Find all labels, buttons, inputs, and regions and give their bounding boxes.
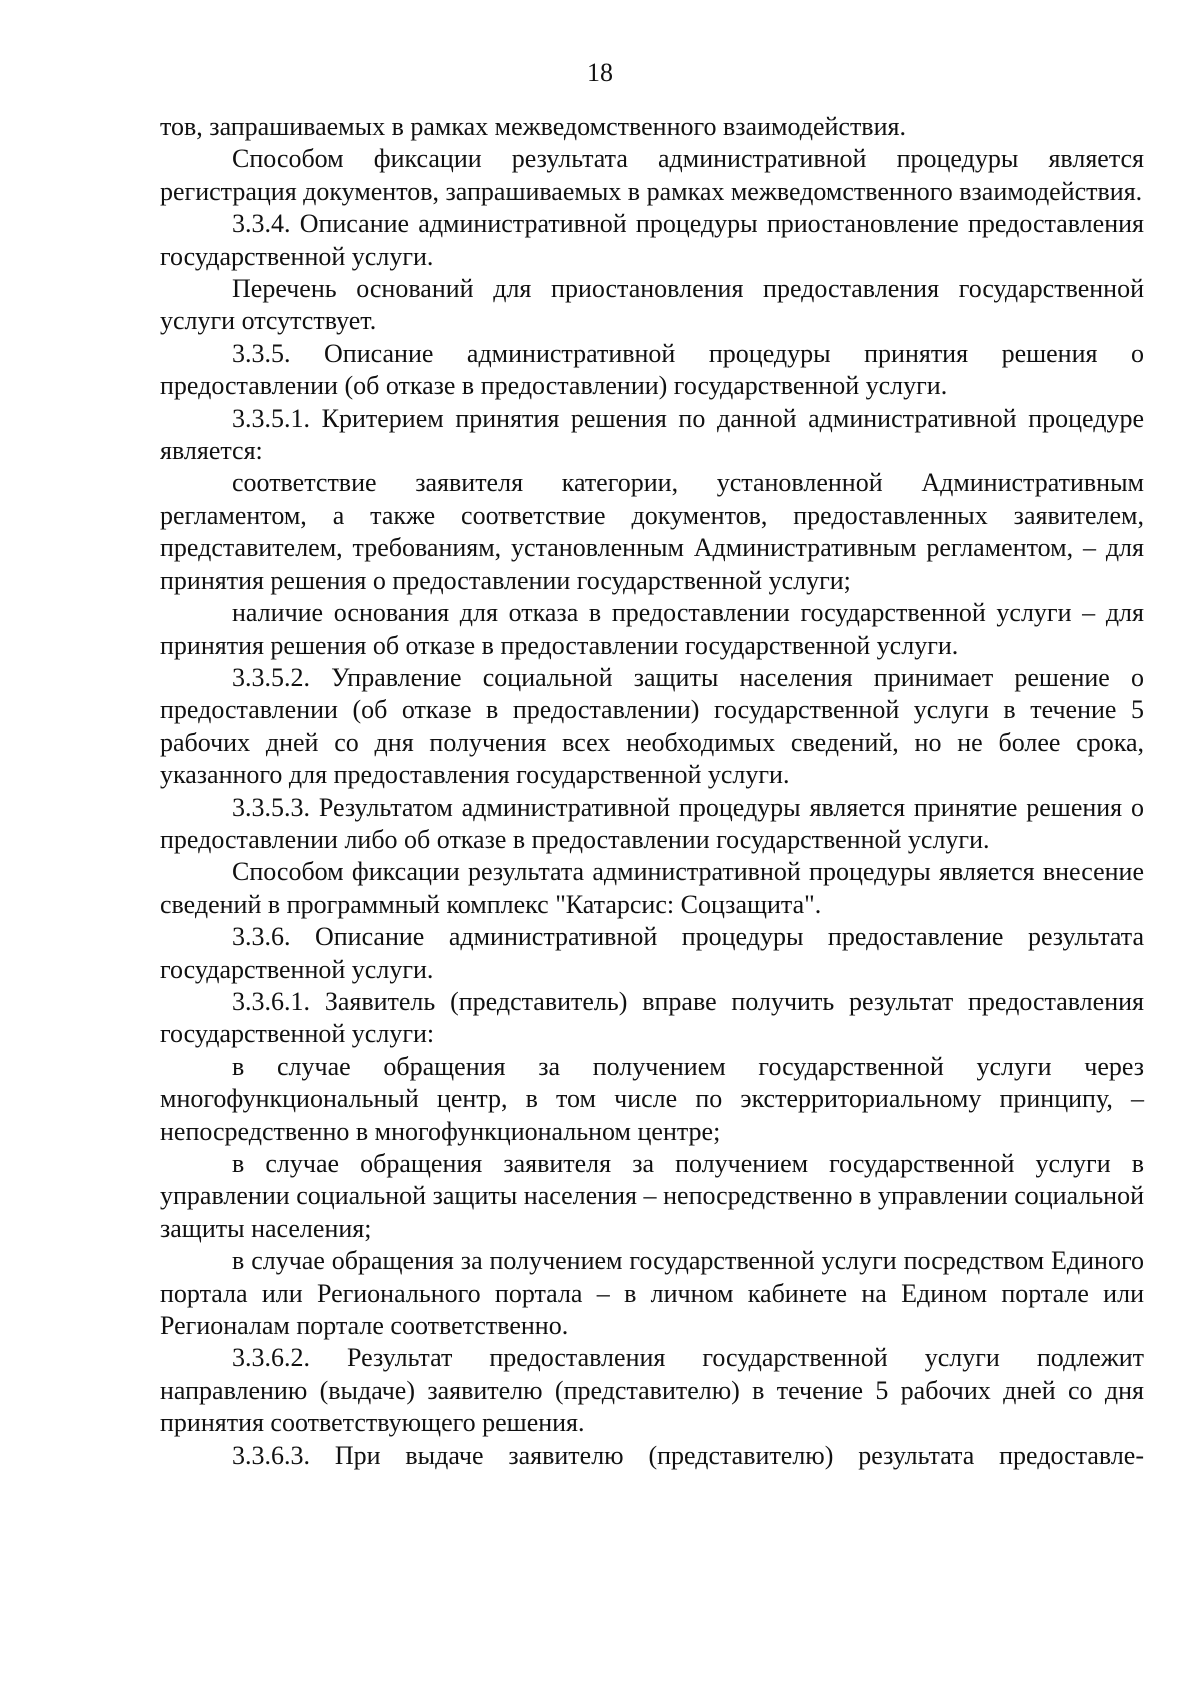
paragraph-continuation: тов, запрашиваемых в рамках межведомственного взаимодействия.: [160, 112, 906, 141]
paragraph-section-3-3-6-3: 3.3.6.3. При выдаче заявителю (представителю) результата предоставле-: [232, 1440, 1144, 1470]
paragraph: в случае обращения за получением государственной услуги через многофункциональный центр, в том числе по экстерриториальному принципу, – непосредственно в многофункциональном центре;: [160, 1051, 1144, 1146]
paragraph: наличие основания для отказа в предоставлении государственной услуги – для принятия решения об отказе в предоставлении государственной услуги.: [160, 598, 1144, 660]
paragraph-section-3-3-5-2: 3.3.5.2. Управление социальной защиты населения принимает решение о предоставлении (об отказе в предоставлении) государственной услуги в течение 5 рабочих дней со дня получения всех необходимых сведений, но не более срока, указанного для предоставления государственной услуги.: [160, 662, 1144, 790]
document-body: [160, 111, 1144, 1472]
paragraph-section-3-3-5-1: 3.3.5.1. Критерием принятия решения по данной административной процедуре является:: [160, 403, 1144, 466]
paragraph: в случае обращения за получением государственной услуги посредством Единого портала или Регионального портала – в личном кабинете на Едином портале или Регионалам портале соответственно.: [160, 1246, 1144, 1341]
paragraph-section-3-3-5: 3.3.5. Описание административной процедуры принятия решения о предоставлении (об отказе в предоставлении) государственной услуги.: [160, 338, 1144, 401]
paragraph: соответствие заявителя категории, установленной Административным регламентом, а также соответствие документов, предоставленных заявителем, представителем, требованиям, установленным Административным регламентом, – для принятия решения о предоставлении государственной услуги;: [160, 468, 1144, 595]
paragraph: Способом фиксации результата административной процедуры является внесение сведений в программный комплекс "Катарсис: Соцзащита".: [160, 857, 1144, 919]
paragraph-section-3-3-5-3: 3.3.5.3. Результатом административной процедуры является принятие решения о предоставлении либо об отказе в предоставлении государственной услуги.: [160, 792, 1144, 854]
paragraph-section-3-3-6: 3.3.6. Описание административной процедуры предоставление результата государственной услуги.: [160, 922, 1144, 984]
paragraph: Способом фиксации результата административной процедуры является регистрация документов, запрашиваемых в рамках межведомственного взаимодействия.: [160, 144, 1144, 206]
paragraph-section-3-3-6-2: 3.3.6.2. Результат предоставления государственной услуги подлежит направлению (выдаче) заявителю (представителю) в течение 5 рабочих дней со дня принятия соответствующего решения.: [160, 1343, 1144, 1438]
paragraph-section-3-3-4: 3.3.4. Описание административной процедуры приостановление предоставления государственной услуги.: [160, 209, 1144, 271]
page-number: 18: [587, 58, 613, 87]
paragraph: Перечень оснований для приостановления предоставления государственной услуги отсутствует.: [160, 274, 1144, 336]
paragraph-section-3-3-6-1: 3.3.6.1. Заявитель (представитель) вправе получить результат предоставления государственной услуги:: [160, 986, 1144, 1049]
paragraph: в случае обращения заявителя за получением государственной услуги в управлении социальной защиты населения – непосредственно в управлении социальной защиты населения;: [160, 1149, 1144, 1243]
